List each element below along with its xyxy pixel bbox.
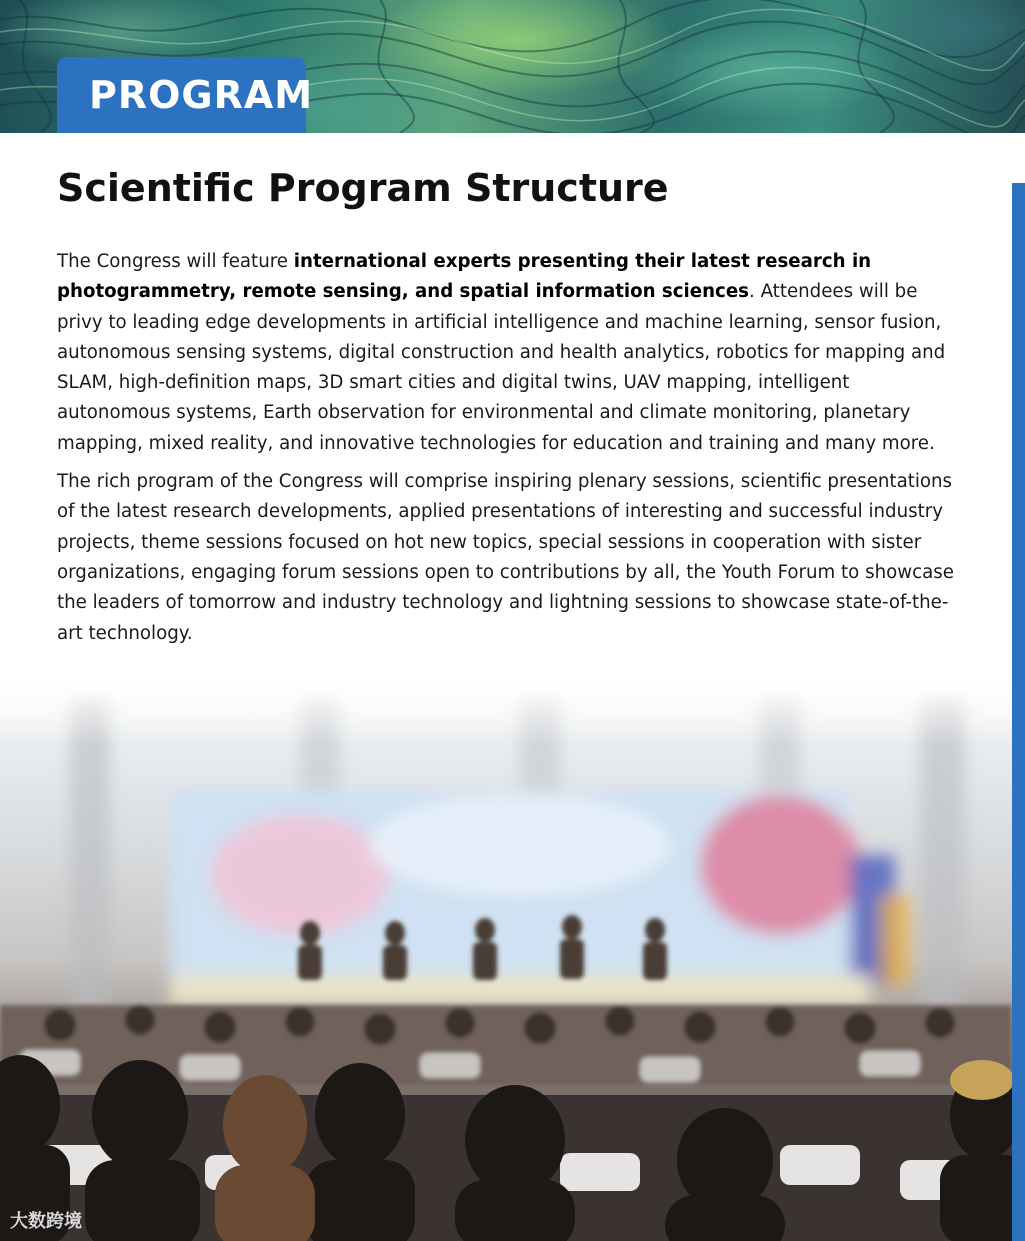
page-title: Scientific Program Structure (57, 166, 669, 210)
watermark-logo: 大数跨境 (10, 1211, 82, 1232)
intro-paragraph (57, 247, 957, 459)
intro-emphasis: international experts presenting their latest research in photogrammetry, remote sensing, and spatial information sciences (57, 251, 872, 303)
section-tab-label: PROGRAM (89, 73, 314, 117)
right-accent-bar (1012, 183, 1025, 1241)
header-banner (0, 0, 1025, 133)
intro-text: The Congress will feature (57, 251, 294, 272)
program-paragraph: The rich program of the Congress will comprise inspiring plenary sessions, scientific presentations of the latest research developments, applied presentations of interesting and successful industry projects, theme sessions focused on hot new topics, special sessions in cooperation with sister organizations, engaging forum sessions open to contributions by all, the Youth Forum to showcase the leaders of tomorrow and industry technology and lightning sessions to showcase state-of-the-art technology. (57, 471, 954, 644)
main-content (57, 160, 957, 649)
intro-rest: . Attendees will be privy to leading edge developments in artificial intelligence and machine learning, sensor fusion, autonomous sensing systems, digital construction and health analytics, robotics for mapping and SLAM, high-definition maps, 3D smart cities and digital twins, UAV mapping, intelligent autonomous systems, Earth observation for environmental and climate monitoring, planetary mapping, mixed reality, and innovative technologies for education and training and many more. (57, 281, 946, 454)
conference-photo (0, 675, 1012, 1241)
conference-scene (0, 675, 1012, 1241)
section-tab-program (57, 57, 314, 133)
